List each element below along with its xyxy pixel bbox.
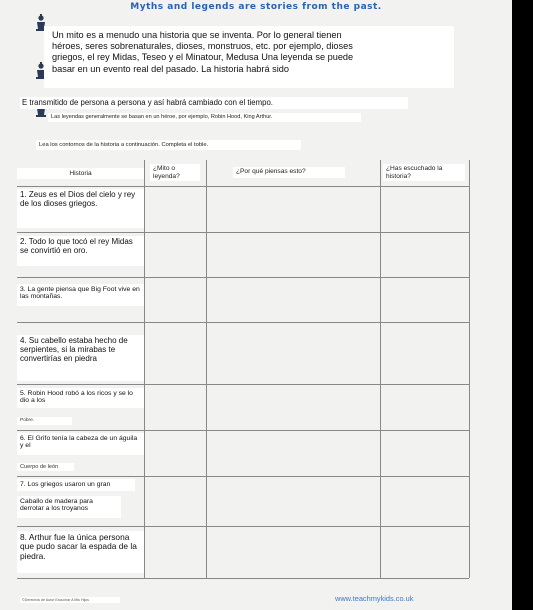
row-answer: Pobre. xyxy=(17,417,72,425)
legends-note: Las leyendas generalmente se basan en un héroe, por ejemplo, Robin Hood, King Arthur. xyxy=(48,113,361,122)
table-row: 2. Todo lo que tocó el rey Midas se convirtió en oro. xyxy=(17,236,144,266)
screen-edge xyxy=(512,0,533,610)
table-row: 4. Su cabello estaba hecho de serpientes, si la mirabas te convertirías en piedra xyxy=(17,335,144,381)
page-title: Myths and legends are stories from the past. xyxy=(130,2,382,12)
intro-line: héroes, seres sobrenaturales, dioses, monstruos, etc. por ejemplo, dioses xyxy=(52,41,353,52)
header-myth-or-legend: ¿Mito o leyenda? xyxy=(150,164,200,181)
copyright-note: ©Derechos de Autor Escuchar A Mis Hijos xyxy=(20,597,120,603)
header-why: ¿Por qué piensas esto? xyxy=(233,167,345,178)
header-heard: ¿Has escuchado la historia? xyxy=(383,164,465,181)
table-row: 8. Arthur fue la única persona que pudo sacar la espada de la piedra. xyxy=(17,531,144,573)
intro-paragraph xyxy=(44,26,454,88)
table-row: 5. Robin Hood robó a los ricos y se lo dio a los xyxy=(17,388,144,408)
table-row: 3. La gente piensa que Big Foot vive en las montañas. xyxy=(17,284,144,306)
transmission-text: E transmitido de persona a persona y así habrá cambiado con el tiempo. xyxy=(20,97,408,109)
intro-line: griegos, el rey Midas, Teseo y el Minatour, Medusa Una leyenda se puede xyxy=(52,52,354,63)
row-answer: Caballo de madera para derrotar a los troyanos xyxy=(17,496,121,518)
instruction-text: Lea los contornos de la historia a continuación. Completa el toble. xyxy=(36,140,301,150)
website-link[interactable]: www.teachmykids.co.uk xyxy=(335,594,414,603)
row-answer: Cuerpo de león xyxy=(17,463,74,471)
header-story: Historia xyxy=(17,168,144,179)
intro-line: basar en un evento real del pasado. La historia habrá sido xyxy=(52,63,289,74)
table-row: 1. Zeus es el Dios del cielo y rey de los dioses griegos. xyxy=(17,189,144,228)
table-row: 7. Los griegos usaron un gran xyxy=(17,479,135,491)
intro-line: Un mito es a menudo una historia que se inventa. Por lo general tienen xyxy=(52,30,342,40)
table-row: 6. El Grifo tenía la cabeza de un águila y el xyxy=(17,433,144,455)
